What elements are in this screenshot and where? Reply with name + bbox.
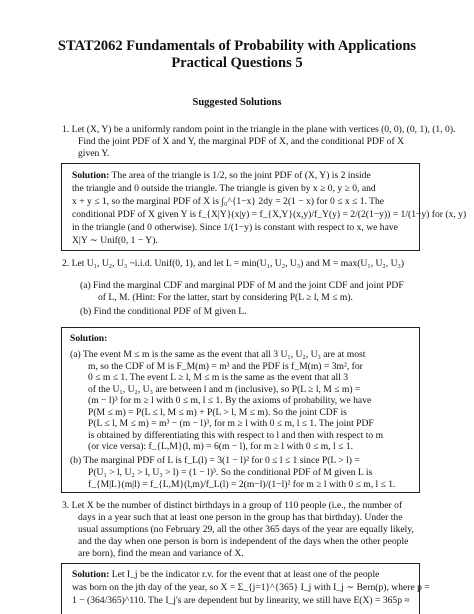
q1-solution-line-1 [72, 170, 371, 183]
q2-line-1: 2. Let U₁, U₂, U₃ ~i.i.d. Unif(0, 1), and let L = min(U₁, U₂, U₃) and M = max(U₁, U₂, U₃) [62, 258, 405, 269]
q2-a-line-8: is obtained by differentiating this with respect to l and then with respect to m [88, 429, 384, 441]
q1-solution-line-4: conditional PDF of X given Y is f_{X|Y}(x|y) = f_{X,Y}(x,y)/f_Y(y) = 2/(2(1−y)) = 1/(1−y) for (x, y) [72, 209, 467, 220]
q3-line-5: are born), find the mean and variance of X. [78, 548, 244, 559]
q3-solution-text-1: Let I_j be the indicator r.v. for the event that at least one of the people [109, 569, 380, 580]
q2-b-line-1: (b) The marginal PDF of L is f_L(l) = 3(1 − l)² for 0 ≤ l ≤ 1 since P(L > l) = [70, 455, 360, 466]
q2-a-line-1: (a) The event M ≤ m is the same as the event that all 3 U₁, U₂, U₃ are at most [70, 349, 366, 360]
q1-solution-text-1: The area of the triangle is 1/2, so the joint PDF of (X, Y) is 2 inside [109, 170, 371, 181]
q3-solution-label: Solution: [72, 569, 110, 580]
q1-solution-line-3: x + y ≤ 1, so the marginal PDF of X is ∫₀^{1−x} 2dy = 2(1 − x) for 0 ≤ x ≤ 1. The [72, 196, 385, 207]
q2-solution-label: Solution: [70, 333, 108, 344]
q1-line-2: Find the joint PDF of X and Y, the marginal PDF of X, and the conditional PDF of X [78, 136, 404, 147]
q2-part-a-line-2: of L, M. (Hint: For the latter, start by considering P(L ≥ l, M ≤ m). [98, 292, 353, 303]
q1-line-3: given Y. [78, 148, 110, 159]
q3-solution-line-2: was born on the jth day of the year, so X = Σ_{j=1}^{365} I_j with I_j ∼ Bern(p), where p = [72, 582, 430, 593]
q2-a-line-9: (or vice versa): f_{L,M}(l, m) = 6(m − l), for m ≥ l with 0 ≤ m, l ≤ 1. [88, 441, 353, 452]
q2-a-line-2: m, so the CDF of M is F_M(m) = m³ and the PDF is f_M(m) = 3m², for [88, 360, 363, 372]
document-title-line1: STAT2062 Fundamentals of Probability with Applications [57, 38, 417, 54]
q3-line-2: days in a year such that at least one person in the group has that birthday). Under the [78, 512, 403, 523]
q2-part-b-line: (b) Find the conditional PDF of M given L. [80, 306, 247, 317]
q3-solution-line-1 [72, 569, 379, 582]
q3-line-3: usual assumptions (no February 29, all the other 365 days of the year are equally likely, [78, 524, 414, 535]
document-subtitle: Suggested Solutions [192, 97, 282, 108]
q2-a-line-6: P(M ≤ m) = P(L ≤ l, M ≤ m) + P(L > l, M ≤ m). So the joint CDF is [88, 406, 347, 418]
q3-line-4: and the day when one person is born is independent of the days when the other people [78, 536, 409, 547]
q2-b-line-3: f_{M|L}(m|l) = f_{L,M}(l,m)/f_L(l) = 2(m−l)/(1−l)² for m ≥ l with 0 ≤ m, l ≤ 1. [88, 479, 396, 490]
q2-a-line-7: P(L ≤ l, M ≤ m) = m³ − (m − l)³, for m ≥ l with 0 ≤ m, l ≤ 1. The joint PDF [88, 418, 374, 429]
q1-solution-line-6: X|Y ∼ Unif(0, 1 − Y). [72, 235, 158, 246]
q2-a-line-3: 0 ≤ m ≤ 1. The event L ≥ l, M ≤ m is the same as the event that all 3 [88, 372, 349, 383]
q1-line-1: 1. Let (X, Y) be a uniformly random point in the triangle in the plane with vertices (0, 0), (0, 1), (1, 0). [62, 124, 456, 135]
q2-b-line-2: P(U₁ > l, U₂ > l, U₃ > l) = (1 − l)³. So the conditional PDF of M given L is [88, 467, 373, 478]
q1-solution-line-2: the triangle and 0 outside the triangle. The triangle is given by x ≥ 0, y ≥ 0, and [72, 183, 376, 194]
q1-solution-line-5: in the triangle (and 0 otherwise). Since 1/(1−y) is constant with respect to x, we have [72, 222, 398, 233]
q3-line-1: 3. Let X be the number of distinct birthdays in a group of 110 people (i.e., the number of [62, 500, 403, 511]
document-title-line2: Practical Questions 5 [171, 55, 303, 71]
q1-solution-label: Solution: [72, 170, 110, 181]
q3-solution-line-3: 1 − (364/365)^110. The I_j's are dependent but by linearity, we still have E(X) = 365p ≈ [72, 595, 410, 606]
q2-a-line-5: (m − l)³ for m ≥ l with 0 ≤ m, l ≤ 1. By the axioms of probability, we have [88, 395, 372, 406]
q2-part-a-line-1: (a) Find the marginal CDF and marginal PDF of M and the joint CDF and joint PDF [80, 280, 404, 291]
q2-a-line-4: of the U₁, U₂, U₃ are between l and m (inclusive), so P(L ≥ l, M ≤ m) = [88, 383, 361, 395]
